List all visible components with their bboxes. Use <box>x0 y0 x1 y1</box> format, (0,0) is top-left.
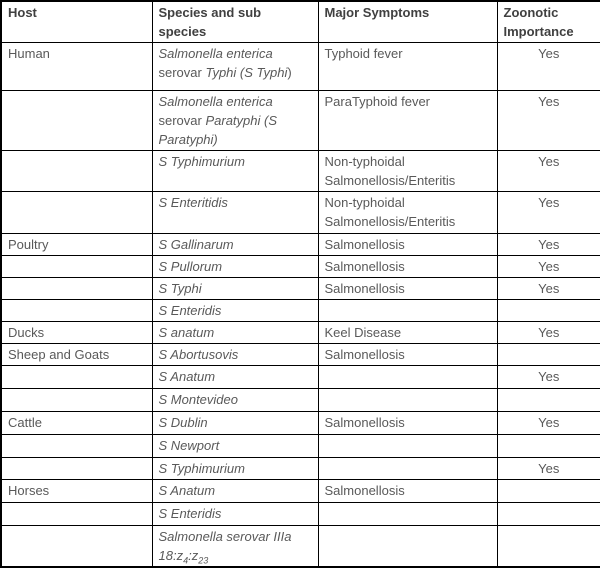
species-text-segment: Paratyphi (S Paratyphi) <box>158 113 278 147</box>
table-row <box>1 256 600 278</box>
host-cell <box>1 192 152 234</box>
host-cell <box>1 458 152 480</box>
symptoms-cell: Salmonellosis <box>318 278 497 300</box>
table-row <box>1 192 600 234</box>
host-cell: Ducks <box>1 322 152 344</box>
header-zoonotic: Zoonotic Importance <box>497 1 600 43</box>
table-row <box>1 91 600 151</box>
zoonotic-cell: Yes <box>497 91 600 151</box>
symptoms-cell: Salmonellosis <box>318 256 497 278</box>
host-cell: Poultry <box>1 234 152 256</box>
species-cell <box>152 192 318 234</box>
symptoms-cell: ParaTyphoid fever <box>318 91 497 151</box>
zoonotic-cell: Yes <box>497 366 600 389</box>
zoonotic-cell <box>497 344 600 366</box>
species-text-segment: S anatum <box>158 325 215 340</box>
host-cell <box>1 278 152 300</box>
host-cell: Horses <box>1 480 152 503</box>
zoonotic-cell <box>497 389 600 412</box>
symptoms-cell <box>318 526 497 568</box>
zoonotic-cell: Yes <box>497 458 600 480</box>
symptoms-cell <box>318 366 497 389</box>
species-text-segment: ) <box>287 65 292 80</box>
species-cell <box>152 234 318 256</box>
species-text-segment: S Montevideo <box>158 392 238 407</box>
species-text-segment: 23 <box>198 555 209 566</box>
species-cell <box>152 389 318 412</box>
species-text-segment: S Typhimurium <box>158 461 245 476</box>
host-cell <box>1 435 152 458</box>
species-cell <box>152 526 318 568</box>
zoonotic-cell: Yes <box>497 278 600 300</box>
host-cell: Human <box>1 43 152 91</box>
host-cell <box>1 366 152 389</box>
zoonotic-cell: Yes <box>497 43 600 91</box>
table-row <box>1 435 600 458</box>
zoonotic-cell: Yes <box>497 234 600 256</box>
header-host: Host <box>1 1 152 43</box>
zoonotic-cell <box>497 526 600 568</box>
species-text-segment: S Enteritidis <box>158 195 228 210</box>
species-text-segment: S Anatum <box>158 369 216 384</box>
species-text-segment: S Abortusovis <box>158 347 239 362</box>
species-text-segment: Salmonella enterica <box>158 46 273 61</box>
table-row <box>1 366 600 389</box>
species-cell <box>152 151 318 192</box>
species-cell <box>152 480 318 503</box>
symptoms-cell: Salmonellosis <box>318 234 497 256</box>
host-cell <box>1 151 152 192</box>
table-row <box>1 389 600 412</box>
host-cell: Cattle <box>1 412 152 435</box>
symptoms-cell: Salmonellosis <box>318 344 497 366</box>
species-text-segment: S Enteridis <box>158 506 222 521</box>
species-text-segment: serovar <box>158 65 206 80</box>
symptoms-cell: Keel Disease <box>318 322 497 344</box>
symptoms-cell: Non-typhoidal Salmonellosis/Enteritis <box>318 192 497 234</box>
table-row <box>1 526 600 568</box>
zoonotic-cell <box>497 503 600 526</box>
table-row <box>1 234 600 256</box>
host-cell <box>1 256 152 278</box>
symptoms-cell: Salmonellosis <box>318 412 497 435</box>
species-cell <box>152 43 318 91</box>
table-row <box>1 412 600 435</box>
species-text-segment: Typhi (S Typhi <box>205 65 288 80</box>
symptoms-cell <box>318 458 497 480</box>
symptoms-cell: Salmonellosis <box>318 480 497 503</box>
zoonotic-cell <box>497 480 600 503</box>
header-species: Species and sub species <box>152 1 318 43</box>
species-cell <box>152 458 318 480</box>
zoonotic-cell: Yes <box>497 412 600 435</box>
zoonotic-cell: Yes <box>497 256 600 278</box>
species-text-segment: S Gallinarum <box>158 237 234 252</box>
host-cell: Sheep and Goats <box>1 344 152 366</box>
species-cell <box>152 366 318 389</box>
species-text-segment: S Newport <box>158 438 220 453</box>
host-cell <box>1 389 152 412</box>
species-text-segment: S Typhimurium <box>158 154 245 169</box>
table-header <box>1 1 600 43</box>
species-text-segment: S Typhi <box>158 281 202 296</box>
species-text-segment: S Enteridis <box>158 303 222 318</box>
table-body <box>1 43 600 568</box>
table-row <box>1 278 600 300</box>
header-symptoms: Major Symptoms <box>318 1 497 43</box>
symptoms-cell: Non-typhoidal Salmonellosis/Enteritis <box>318 151 497 192</box>
host-cell <box>1 91 152 151</box>
species-cell <box>152 503 318 526</box>
symptoms-cell <box>318 503 497 526</box>
table-row <box>1 503 600 526</box>
host-cell <box>1 526 152 568</box>
species-text-segment: S Dublin <box>158 415 208 430</box>
species-text-segment: Salmonella enterica <box>158 94 273 109</box>
species-text-segment: serovar <box>158 113 206 128</box>
species-cell <box>152 322 318 344</box>
symptoms-cell <box>318 435 497 458</box>
species-cell <box>152 435 318 458</box>
table-row <box>1 322 600 344</box>
zoonotic-cell: Yes <box>497 192 600 234</box>
table-row <box>1 480 600 503</box>
symptoms-cell <box>318 389 497 412</box>
host-cell <box>1 300 152 322</box>
table-row <box>1 300 600 322</box>
table-row <box>1 458 600 480</box>
species-cell <box>152 256 318 278</box>
host-cell <box>1 503 152 526</box>
table-row <box>1 151 600 192</box>
species-cell <box>152 91 318 151</box>
symptoms-cell: Typhoid fever <box>318 43 497 91</box>
table-row <box>1 344 600 366</box>
species-cell <box>152 300 318 322</box>
zoonotic-cell <box>497 435 600 458</box>
symptoms-cell <box>318 300 497 322</box>
zoonotic-cell: Yes <box>497 151 600 192</box>
species-text-segment: S Anatum <box>158 483 216 498</box>
species-text-segment: :z <box>188 548 199 563</box>
species-cell <box>152 278 318 300</box>
species-cell <box>152 412 318 435</box>
species-text-segment: S Pullorum <box>158 259 223 274</box>
table-row <box>1 43 600 91</box>
zoonotic-cell <box>497 300 600 322</box>
species-text-segment: 4 <box>183 555 189 566</box>
species-text-segment: Salmonella serovar IIIa 18:z <box>158 529 292 563</box>
header-row <box>1 1 600 43</box>
zoonotic-cell: Yes <box>497 322 600 344</box>
species-cell <box>152 344 318 366</box>
